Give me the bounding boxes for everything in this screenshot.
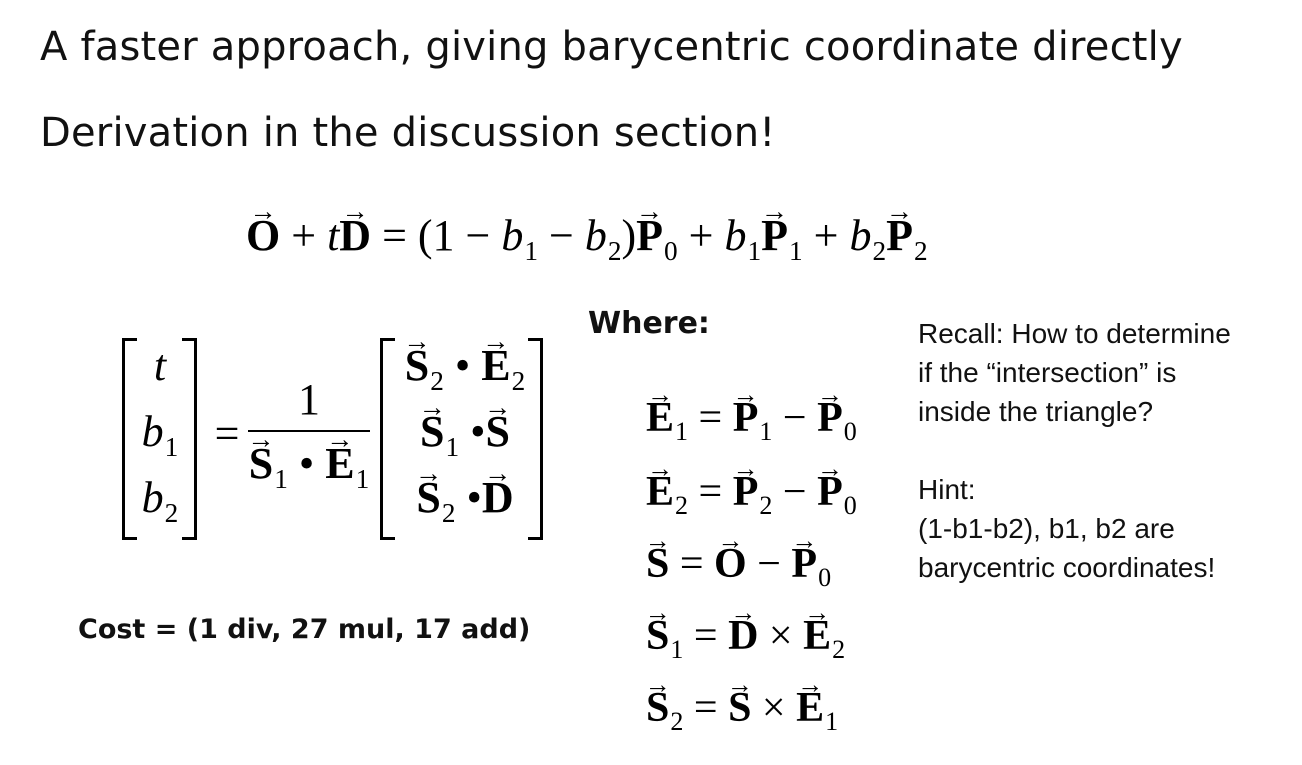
slide-title: A faster approach, giving barycentric coordinate directly bbox=[40, 24, 1183, 70]
right-bracket bbox=[528, 338, 543, 540]
recall-note-line: if the “intersection” is bbox=[918, 357, 1177, 388]
vector-t: t bbox=[153, 341, 167, 390]
right-bracket bbox=[182, 338, 197, 540]
moller-trumbore-solution bbox=[118, 338, 558, 538]
recall-note-line: Recall: How to determine bbox=[918, 318, 1231, 349]
where-label: Where: bbox=[588, 306, 710, 341]
definition-e2: → $E_2$ = → $P_2$ − → $P_0$ bbox=[646, 468, 857, 521]
definition-e1: → $E_1$ = → $P_1$ − → $P_0$ bbox=[646, 394, 857, 447]
hint-note-line: Hint: bbox=[918, 474, 976, 505]
definition-s: → S = → O − → $P_0$ bbox=[646, 540, 831, 593]
recall-note-line: inside the triangle? bbox=[918, 396, 1154, 427]
slide-subtitle: Derivation in the discussion section! bbox=[40, 110, 776, 156]
cost-label: Cost = (1 div, 27 mul, 17 add) bbox=[78, 614, 531, 645]
hint-note-line: barycentric coordinates! bbox=[918, 552, 1216, 583]
row-s2-dot-e2: → $S_2$ • → $E_2$ bbox=[390, 340, 540, 397]
hint-note-line: (1-b1-b2), b1, b2 are bbox=[918, 513, 1175, 544]
vector-b2: $b_2$ bbox=[141, 473, 179, 528]
definition-s2: → $S_2$ = → S × → $E_1$ bbox=[646, 684, 838, 737]
definition-s1: → $S_1$ = → D × → $E_2$ bbox=[646, 612, 845, 665]
row-s1-dot-s: → $S_1$ •→ S bbox=[390, 406, 540, 463]
ray-triangle-equation: → $O + t\to D = (1 - b_1 - b_2)\to P_0 + b_1\to P_1 + b_2\to P_2$ bbox=[246, 210, 928, 267]
vector-b1: $b_1$ bbox=[141, 407, 179, 462]
fraction-numerator: 1 bbox=[298, 375, 320, 424]
row-s2-dot-d: → $S_2$ •→ D bbox=[390, 472, 540, 529]
fraction-denominator: → $S_1$ • → $E_1$ bbox=[248, 438, 370, 495]
equals-sign: = bbox=[214, 409, 240, 458]
